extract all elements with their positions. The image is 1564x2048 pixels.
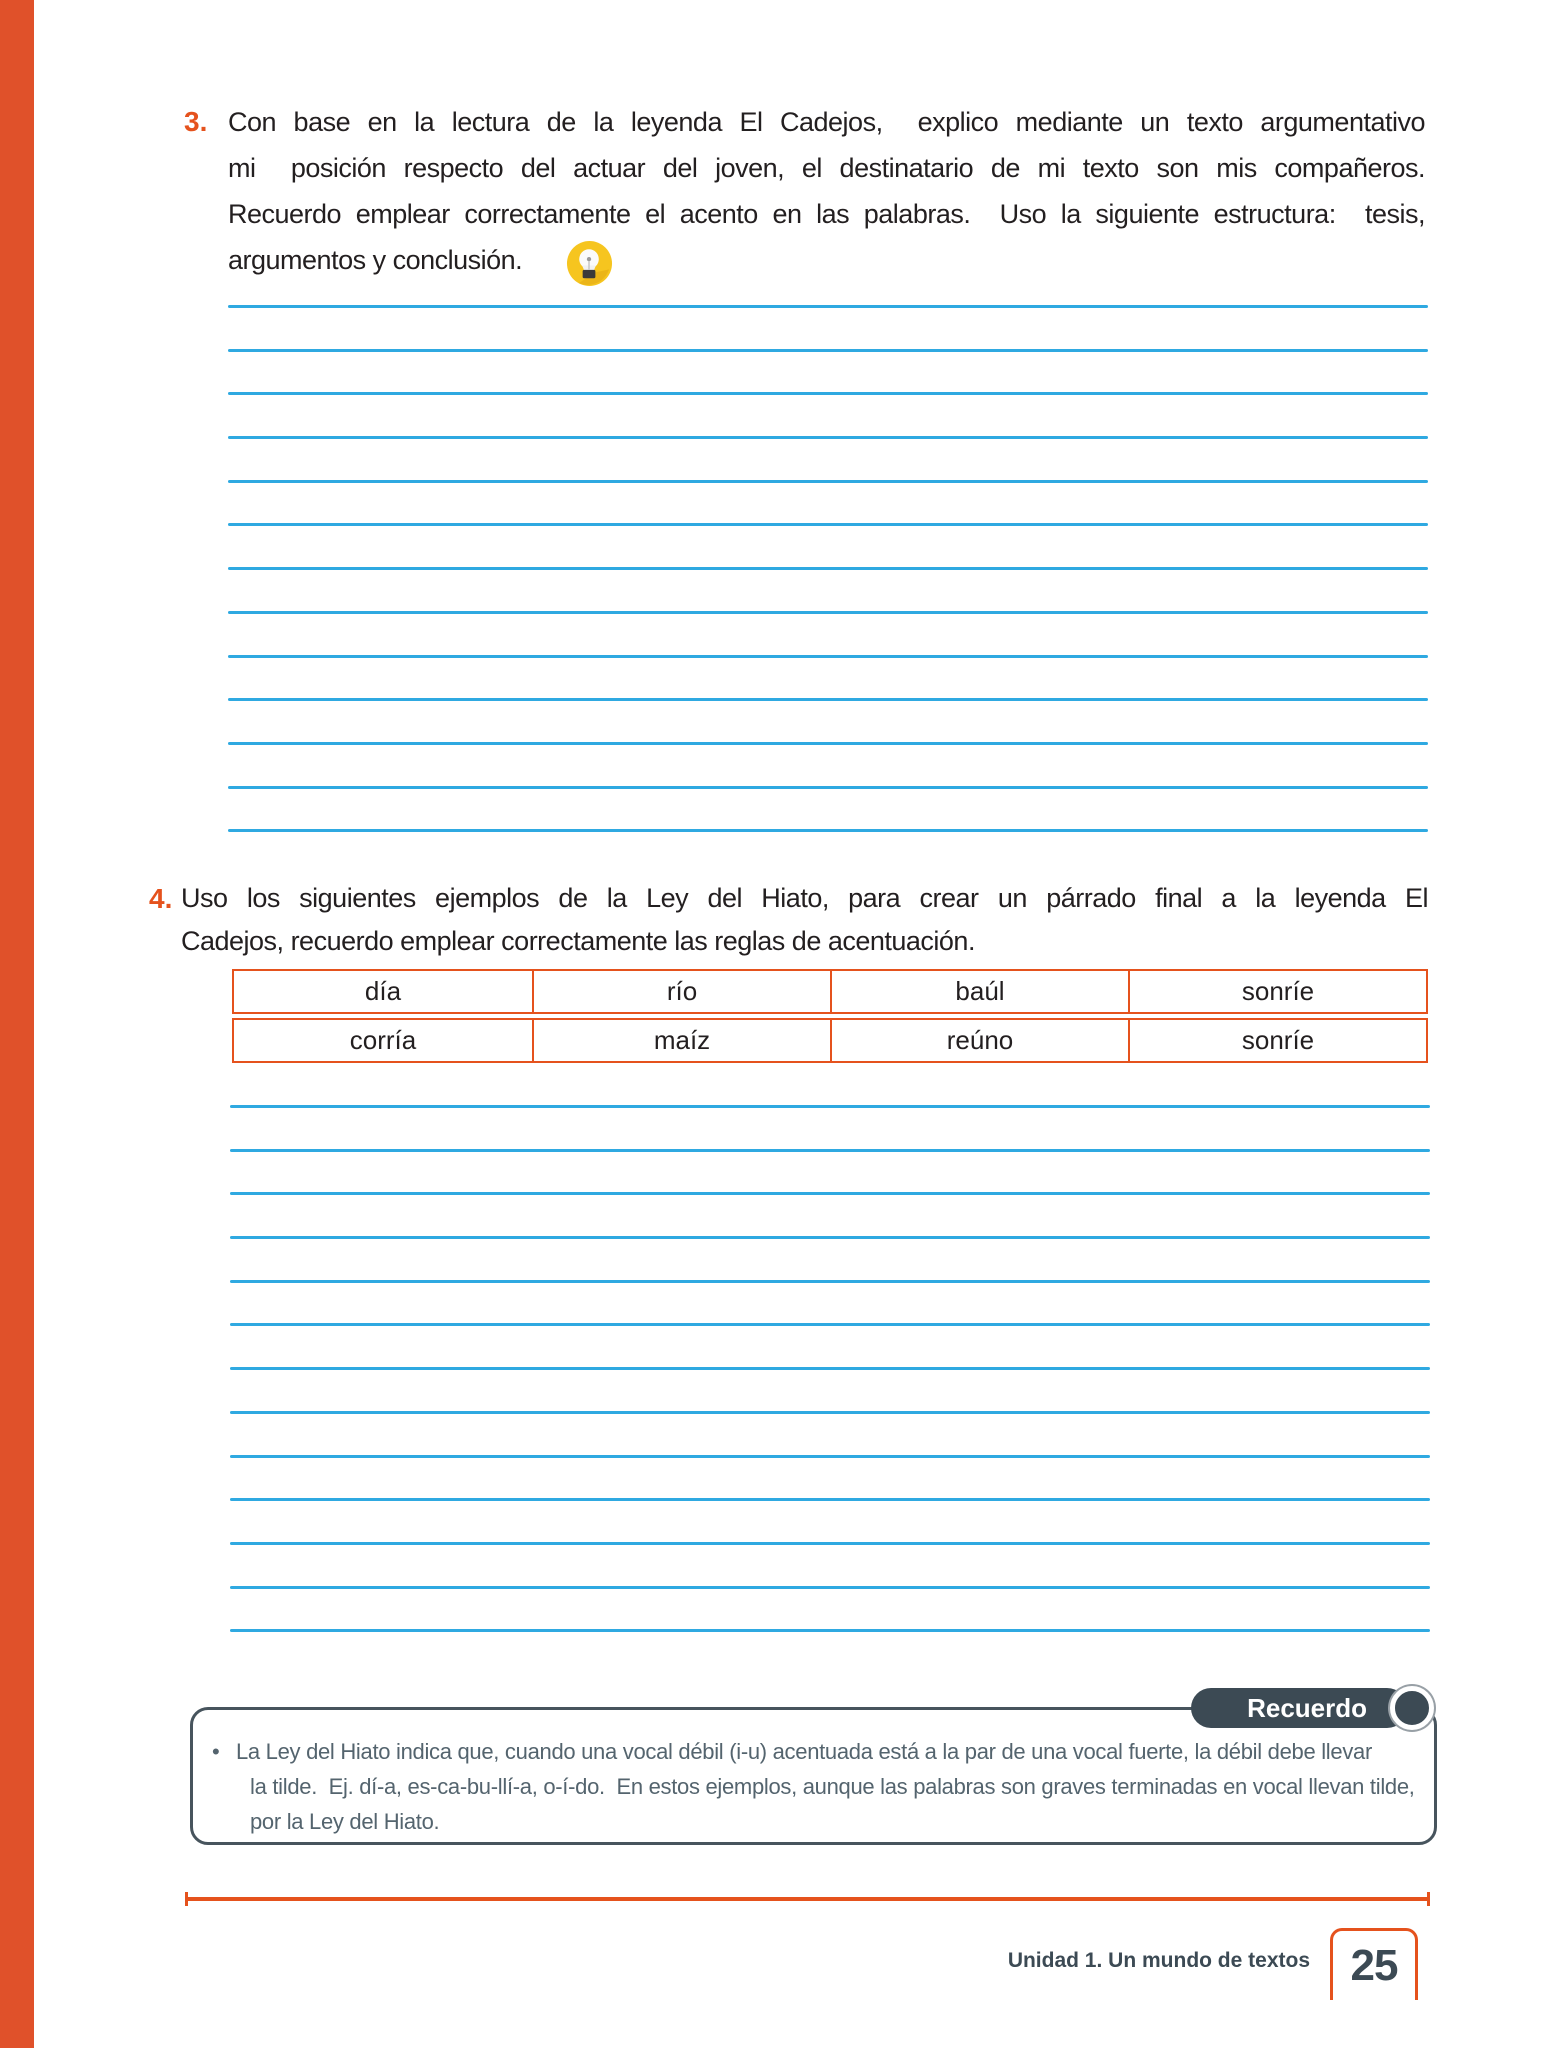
exercise3-number: 3. (184, 106, 208, 137)
table-cell: corría (349, 1025, 417, 1055)
answer-line (228, 742, 1428, 745)
recuerdo-line: la tilde. Ej. dí-a, es-ca-bu-llí-a, o-í-do. En estos ejemplos, aunque las palabras son graves terminadas en vocal llevan tilde, (250, 1774, 1415, 1799)
answer-line (230, 1367, 1430, 1370)
recuerdo-line: La Ley del Hiato indica que, cuando una vocal débil (i-u) acentuada está a la par de una vocal fuerte, la débil debe llevar (236, 1739, 1372, 1764)
answer-line (228, 655, 1428, 658)
table-cell: sonríe (1128, 971, 1426, 1012)
exercise3-instructions (228, 99, 1425, 283)
footer-unit-label: Unidad 1. Un mundo de textos (1007, 1949, 1310, 1972)
answer-line (228, 698, 1428, 701)
table-cell: reúno (830, 1020, 1128, 1061)
answer-line (228, 523, 1428, 526)
exercise4-instructions (181, 877, 1428, 963)
recuerdo-line: por la Ley del Hiato. (250, 1809, 440, 1834)
bullet-icon: • (212, 1739, 220, 1764)
table-cell: día (364, 976, 402, 1006)
unit-color-band (0, 0, 34, 2048)
recuerdo-note-text (236, 1734, 1426, 1839)
answer-line (230, 1455, 1430, 1458)
answer-line (230, 1149, 1430, 1152)
footer-rule (186, 1897, 1429, 1901)
recuerdo-tab-circle-icon (1390, 1686, 1434, 1730)
answer-line (228, 786, 1428, 789)
exercise4-line: Uso los siguientes ejemplos de la Ley del Hiato, para crear un párrado final a la leyenda El (181, 883, 1428, 913)
table-row (232, 1018, 1428, 1063)
exercise3-line: Recuerdo emplear correctamente el acento en las palabras. Uso la siguiente estructura: tesis, (228, 199, 1425, 229)
answer-line (230, 1542, 1430, 1545)
answer-line (228, 567, 1428, 570)
exercise3-line: argumentos y conclusión. (228, 245, 523, 275)
exercise3-line: Con base en la lectura de la leyenda El Cadejos, explico mediante un texto argumentativo (228, 107, 1425, 137)
answer-line (228, 611, 1428, 614)
answer-line (230, 1236, 1430, 1239)
lightbulb-icon (566, 240, 613, 287)
table-cell: sonríe (1128, 1020, 1426, 1061)
answer-line (230, 1629, 1430, 1632)
recuerdo-tab: Recuerdo (1191, 1688, 1407, 1728)
answer-line (230, 1498, 1430, 1501)
table-cell: maíz (532, 1020, 830, 1061)
answer-line (230, 1192, 1430, 1195)
hiato-word-table (232, 969, 1428, 1063)
page-number: 25 (1350, 1940, 1398, 1990)
exercise4-line: Cadejos, recuerdo emplear correctamente las reglas de acentuación. (181, 926, 975, 956)
answer-line (230, 1280, 1430, 1283)
table-row (232, 969, 1428, 1014)
answer-line (228, 349, 1428, 352)
table-cell: río (532, 971, 830, 1012)
exercise3-line: mi posición respecto del actuar del joven, el destinatario de mi texto son mis compañeros. (228, 153, 1425, 183)
answer-line (230, 1586, 1430, 1589)
answer-line (228, 480, 1428, 483)
answer-line (228, 305, 1428, 308)
page-number-box (1330, 1928, 1418, 2000)
exercise3-answer-lines (228, 305, 1428, 832)
answer-line (230, 1105, 1430, 1108)
answer-line (228, 436, 1428, 439)
exercise4-number: 4. (149, 883, 173, 914)
exercise4-answer-lines (230, 1105, 1430, 1632)
answer-line (230, 1323, 1430, 1326)
answer-line (230, 1411, 1430, 1414)
table-cell: baúl (830, 971, 1128, 1012)
answer-line (228, 392, 1428, 395)
answer-line (228, 829, 1428, 832)
